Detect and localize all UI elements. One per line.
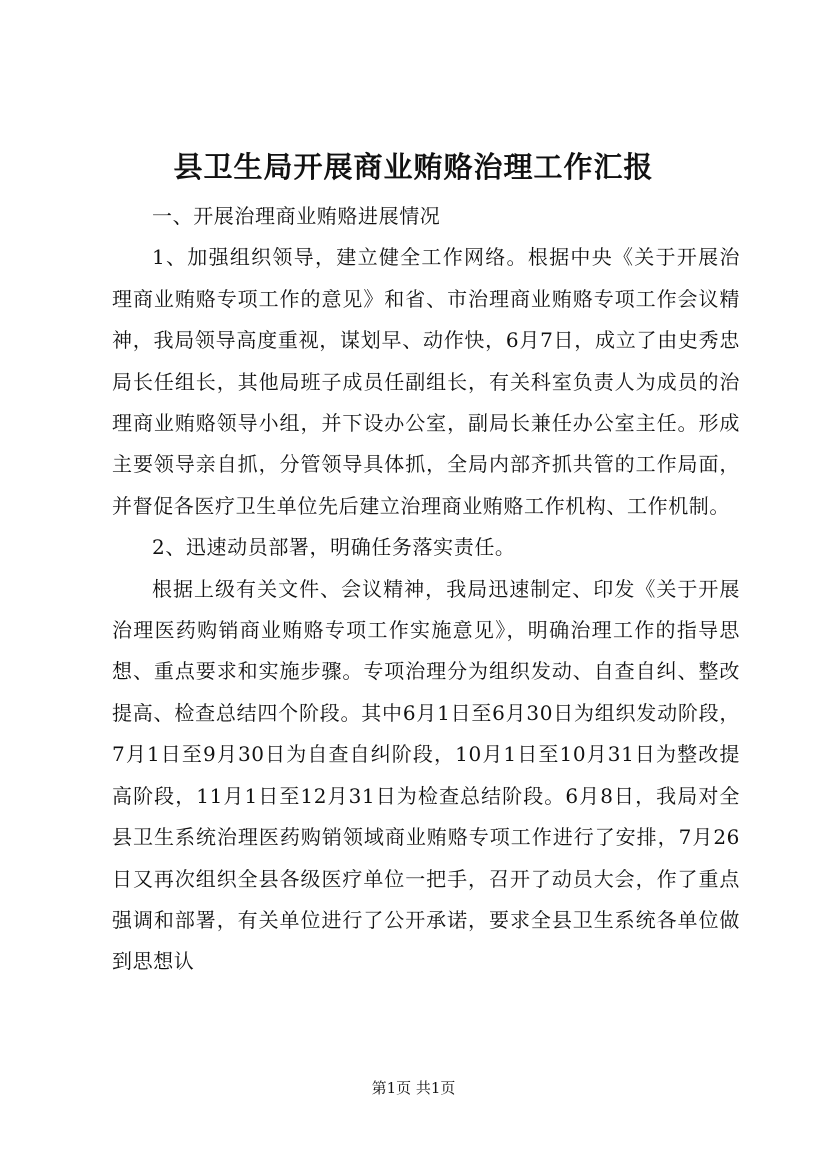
paragraph-organization: 1、加强组织领导，建立健全工作网络。根据中央《关于开展治理商业贿赂专项工作的意见》和省、市治理商业贿赂专项工作会议精神，我局领导高度重视，谋划早、动作快，6月7日，成立了由史秀忠局长任组长，其他局班子成员任副组长，有关科室负责人为成员的治理商业贿赂领导小组，并下设办公室，副局长兼任办公室主任。形成主要领导亲自抓，分管领导具体抓，全局内部齐抓共管的工作局面，并督促各医疗卫生单位先后建立治理商业贿赂工作机构、工作机制。 [112,245,740,518]
paragraph-implementation: 根据上级有关文件、会议精神，我局迅速制定、印发《关于开展治理医药购销商业贿赂专项工作实施意见》，明确治理工作的指导思想、重点要求和实施步骤。专项治理分为组织发动、自查自纠、整改提高、检查总结四个阶段。其中6月1日至6月30日为组织发动阶段，7月1日至9月30日为自查自纠阶段，10月1日至10月31日为整改提高阶段，11月1日至12月31日为检查总结阶段。6月8日，我局对全县卫生系统治理医药购销领域商业贿赂专项工作进行了安排，7月26日又再次组织全县各级医疗单位一把手，召开了动员大会，作了重点强调和部署，有关单位进行了公开承诺，要求全县卫生系统各单位做到思想认 [112,576,740,974]
page-footer [0,1078,827,1098]
paragraph-deployment-heading: 2、迅速动员部署，明确任务落实责任。 [152,535,516,560]
section-heading: 一、开展治理商业贿赂进展情况 [152,204,441,228]
page-number: 第1页 共1页 [371,1079,456,1097]
document-title: 县卫生局开展商业贿赂治理工作汇报 [173,150,654,184]
document-body [112,196,740,983]
